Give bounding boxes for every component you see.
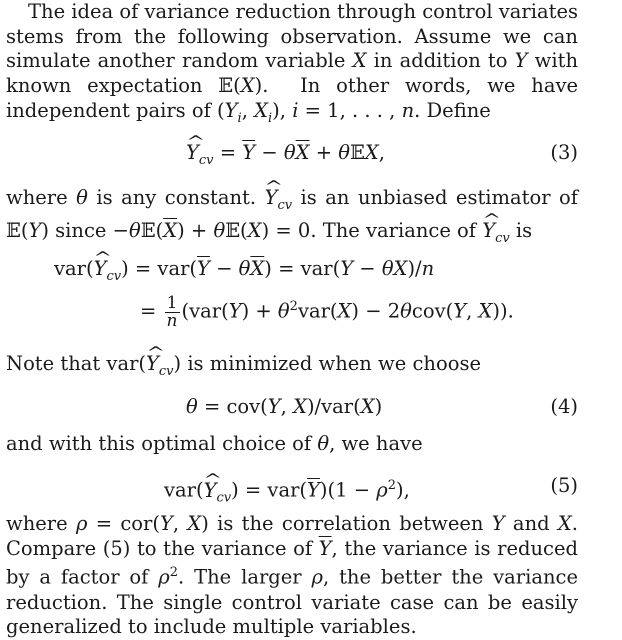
equation-3	[6, 140, 578, 170]
equation-3-number: (3)	[550, 141, 578, 164]
paragraph-unbiased: where θ is any constant. ^ $Y_{cv}$ is an unbiased estimator of 𝔼(Y) since $-\theta 𝔼(\overline{X})$ + θ𝔼(X) = 0. The variance of ^ $Y_{cv}$ is	[6, 186, 578, 251]
equation-variance-line1: var(^ $Y_{cv}) = var(\overline{Y} - \theta\overline{X}) = var(Y - \theta X)/n$	[6, 256, 578, 286]
equation-5	[6, 473, 578, 506]
equation-variance-line2: = $\frac{1}{n}$ ($var(Y) + \theta^2var(X) - 2\theta cov(Y$, X)).	[140, 292, 514, 331]
paragraph-optimal: and with this optimal choice of θ, we have	[6, 432, 423, 455]
equation-4-number: (4)	[550, 395, 578, 418]
equation-5-number: (5)	[550, 474, 578, 497]
equation-4	[6, 394, 578, 424]
equation-5-body: var(^ $Y_{cv}) = var(\overline{Y})(1 - \rho^2)$,	[164, 473, 410, 511]
paragraph-correlation: where ρ = cor(Y, X) is the correlation between Y and X. Compare (5) to the variance of $\overline{Y}$, the variance is reduced by a factor of $\rho^2$. The larger ρ, the better the variance reduction. The single control variate case can be easily generalized to include multiple variables.	[6, 512, 578, 639]
equation-4-body: θ = cov(Y, X)/var(X)	[186, 395, 383, 418]
equation-3-body: ^ $Y_{cv} = \overline{Y} - \theta\overline{X}$ + θ𝔼X,	[186, 140, 385, 174]
paragraph-intro: The idea of variance reduction through control variates stems from the following observation. Assume we can simulate another random variable X in addition to Y with known expectation 𝔼(X). In other words, we have independent pairs of ($Y_i$, $X_i$), i = 1, . . . , n. Define	[6, 0, 578, 126]
paragraph-minimized: Note that var(^ $Y_{cv}$) is minimized when we choose	[6, 352, 578, 385]
